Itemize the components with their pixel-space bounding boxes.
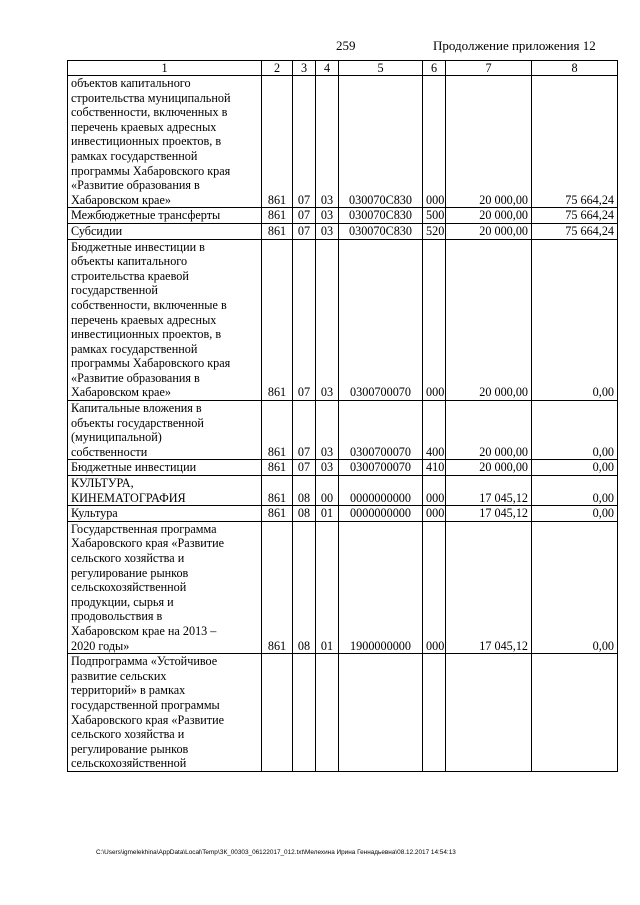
expense-type-code: 000 <box>423 506 446 522</box>
subsection-code: 03 <box>316 460 339 476</box>
row-name-line: строительства муниципальной <box>71 90 231 105</box>
section-code: 07 <box>293 239 316 401</box>
row-name-line: продовольствия в <box>71 609 163 624</box>
header-row <box>68 61 618 76</box>
col-header-6: 6 <box>423 61 446 76</box>
row-name <box>68 654 262 772</box>
amount-2: 75 664,24 <box>532 223 618 239</box>
row-name-line: собственности, включенные в <box>71 297 227 312</box>
row-name-line: сельскохозяйственной <box>71 580 187 595</box>
row-name-line: 2020 годы» <box>71 638 130 653</box>
admin-code: 861 <box>262 401 293 460</box>
row-name-line: Хабаровском крае на 2013 – <box>71 623 217 638</box>
table-body <box>68 76 618 772</box>
row-name-line: сельского хозяйства и <box>71 551 185 565</box>
expense-type-code: 000 <box>423 239 446 401</box>
row-name <box>68 223 262 239</box>
section-code: 07 <box>293 76 316 208</box>
section-code: 08 <box>293 476 316 506</box>
expense-type-code: 400 <box>423 401 446 460</box>
amount-1: 17 045,12 <box>446 476 532 506</box>
target-article-code: 030070С830 <box>339 223 423 239</box>
row-name-line: Субсидии <box>71 223 123 238</box>
col-header-5: 5 <box>339 61 423 76</box>
row-name-line: регулирование рынков <box>71 741 189 756</box>
table-row <box>68 654 618 772</box>
subsection-code: 01 <box>316 521 339 653</box>
amount-1: 17 045,12 <box>446 506 532 522</box>
row-name <box>68 521 262 653</box>
row-name <box>68 76 262 208</box>
col-header-1: 1 <box>68 61 262 76</box>
row-name-line: Хабаровского края «Развитие <box>71 536 225 551</box>
expense-type-code <box>423 654 446 772</box>
row-name-line: Межбюджетные трансферты <box>71 208 221 223</box>
row-name-line: перечень краевых адресных <box>71 312 217 327</box>
row-name-line: «Развитие образования в <box>71 370 200 385</box>
footer-path: C:\Users\igmelekhina\AppData\Local\Temp\ЗК_00303_06122017_012.txt\Мелехина Ирина Геннадьевна\08.12.2017 14:54:13 <box>96 849 456 856</box>
amount-2: 0,00 <box>532 460 618 476</box>
table-row <box>68 476 618 506</box>
row-name-line: государственной <box>71 283 158 298</box>
row-name-line: Бюджетные инвестиции в <box>71 239 205 254</box>
admin-code: 861 <box>262 460 293 476</box>
row-name-line: государственной программы <box>71 697 220 712</box>
col-header-4: 4 <box>316 61 339 76</box>
subsection-code: 03 <box>316 208 339 224</box>
admin-code: 861 <box>262 521 293 653</box>
expense-type-code: 000 <box>423 476 446 506</box>
row-name-line: Хабаровского края «Развитие <box>71 712 225 727</box>
row-name <box>68 460 262 476</box>
row-name-line: рамках государственной <box>71 148 198 163</box>
expense-type-code: 000 <box>423 76 446 208</box>
table-row <box>68 208 618 224</box>
admin-code: 861 <box>262 476 293 506</box>
section-code: 07 <box>293 401 316 460</box>
row-name-line: (муниципальной) <box>71 430 162 445</box>
amount-1: 20 000,00 <box>446 208 532 224</box>
target-article-code: 0300700070 <box>339 239 423 401</box>
target-article-code <box>339 654 423 772</box>
row-name-line: объектов капитального <box>71 76 191 90</box>
row-name-line: инвестиционных проектов, в <box>71 134 222 149</box>
amount-1 <box>446 654 532 772</box>
row-name-line: Подпрограмма «Устойчивое <box>71 654 218 669</box>
row-name-line: инвестиционных проектов, в <box>71 327 222 342</box>
amount-2: 0,00 <box>532 521 618 653</box>
amount-1: 20 000,00 <box>446 460 532 476</box>
amount-2: 0,00 <box>532 506 618 522</box>
row-name <box>68 239 262 401</box>
row-name-line: Капитальные вложения в <box>71 401 202 416</box>
section-code <box>293 654 316 772</box>
row-name-line: сельскохозяйственной <box>71 756 187 771</box>
amount-2: 0,00 <box>532 476 618 506</box>
subsection-code: 03 <box>316 76 339 208</box>
row-name-line: Государственная программа <box>71 521 217 536</box>
row-name-line: программы Хабаровского края <box>71 163 231 178</box>
section-code: 07 <box>293 208 316 224</box>
row-name <box>68 476 262 506</box>
row-name-line: объекты государственной <box>71 415 204 430</box>
section-code: 07 <box>293 460 316 476</box>
row-name-line: программы Хабаровского края <box>71 356 231 371</box>
continuation-title: Продолжение приложения 12 <box>433 38 596 53</box>
amount-1: 20 000,00 <box>446 223 532 239</box>
table-row <box>68 239 618 401</box>
expense-type-code: 520 <box>423 223 446 239</box>
subsection-code: 01 <box>316 506 339 522</box>
amount-2 <box>532 654 618 772</box>
table-row <box>68 76 618 208</box>
amount-1: 20 000,00 <box>446 76 532 208</box>
section-code: 08 <box>293 521 316 653</box>
expense-type-code: 500 <box>423 208 446 224</box>
amount-1: 17 045,12 <box>446 521 532 653</box>
row-name-line: территорий» в рамках <box>71 683 186 698</box>
row-name-line: собственности <box>71 444 148 459</box>
amount-1: 20 000,00 <box>446 401 532 460</box>
row-name-line: Хабаровском крае» <box>71 192 171 207</box>
col-header-2: 2 <box>262 61 293 76</box>
table-row <box>68 223 618 239</box>
subsection-code: 03 <box>316 239 339 401</box>
admin-code <box>262 654 293 772</box>
admin-code: 861 <box>262 223 293 239</box>
budget-table <box>67 60 618 772</box>
expense-type-code: 000 <box>423 521 446 653</box>
target-article-code: 030070С830 <box>339 76 423 208</box>
row-name-line: собственности, включенных в <box>71 105 228 120</box>
row-name-line: строительства краевой <box>71 268 189 283</box>
page-number: 259 <box>336 38 356 53</box>
target-article-code: 0300700070 <box>339 401 423 460</box>
row-name-line: Хабаровском крае» <box>71 385 171 400</box>
row-name <box>68 506 262 522</box>
col-header-7: 7 <box>446 61 532 76</box>
row-name-line: сельского хозяйства и <box>71 727 185 742</box>
row-name <box>68 208 262 224</box>
table-row <box>68 460 618 476</box>
col-header-8: 8 <box>532 61 618 76</box>
row-name-line: КИНЕМАТОГРАФИЯ <box>71 490 186 505</box>
amount-2: 75 664,24 <box>532 208 618 224</box>
admin-code: 861 <box>262 208 293 224</box>
section-code: 07 <box>293 223 316 239</box>
col-header-3: 3 <box>293 61 316 76</box>
row-name-line: КУЛЬТУРА, <box>71 476 134 491</box>
admin-code: 861 <box>262 239 293 401</box>
row-name-line: Бюджетные инвестиции <box>71 460 197 475</box>
row-name-line: Культура <box>71 506 118 521</box>
row-name <box>68 401 262 460</box>
table-row <box>68 401 618 460</box>
amount-2: 0,00 <box>532 239 618 401</box>
row-name-line: продукции, сырья и <box>71 594 174 609</box>
expense-type-code: 410 <box>423 460 446 476</box>
row-name-line: объекты капитального <box>71 254 188 269</box>
row-name-line: регулирование рынков <box>71 565 189 580</box>
row-name-line: «Развитие образования в <box>71 178 200 193</box>
amount-1: 20 000,00 <box>446 239 532 401</box>
subsection-code: 00 <box>316 476 339 506</box>
subsection-code <box>316 654 339 772</box>
amount-2: 75 664,24 <box>532 76 618 208</box>
section-code: 08 <box>293 506 316 522</box>
target-article-code: 030070С830 <box>339 208 423 224</box>
subsection-code: 03 <box>316 401 339 460</box>
admin-code: 861 <box>262 76 293 208</box>
target-article-code: 0000000000 <box>339 476 423 506</box>
target-article-code: 1900000000 <box>339 521 423 653</box>
table-row <box>68 506 618 522</box>
subsection-code: 03 <box>316 223 339 239</box>
table-row <box>68 521 618 653</box>
row-name-line: развитие сельских <box>71 668 167 683</box>
target-article-code: 0300700070 <box>339 460 423 476</box>
target-article-code: 0000000000 <box>339 506 423 522</box>
row-name-line: рамках государственной <box>71 341 198 356</box>
amount-2: 0,00 <box>532 401 618 460</box>
row-name-line: перечень краевых адресных <box>71 119 217 134</box>
admin-code: 861 <box>262 506 293 522</box>
